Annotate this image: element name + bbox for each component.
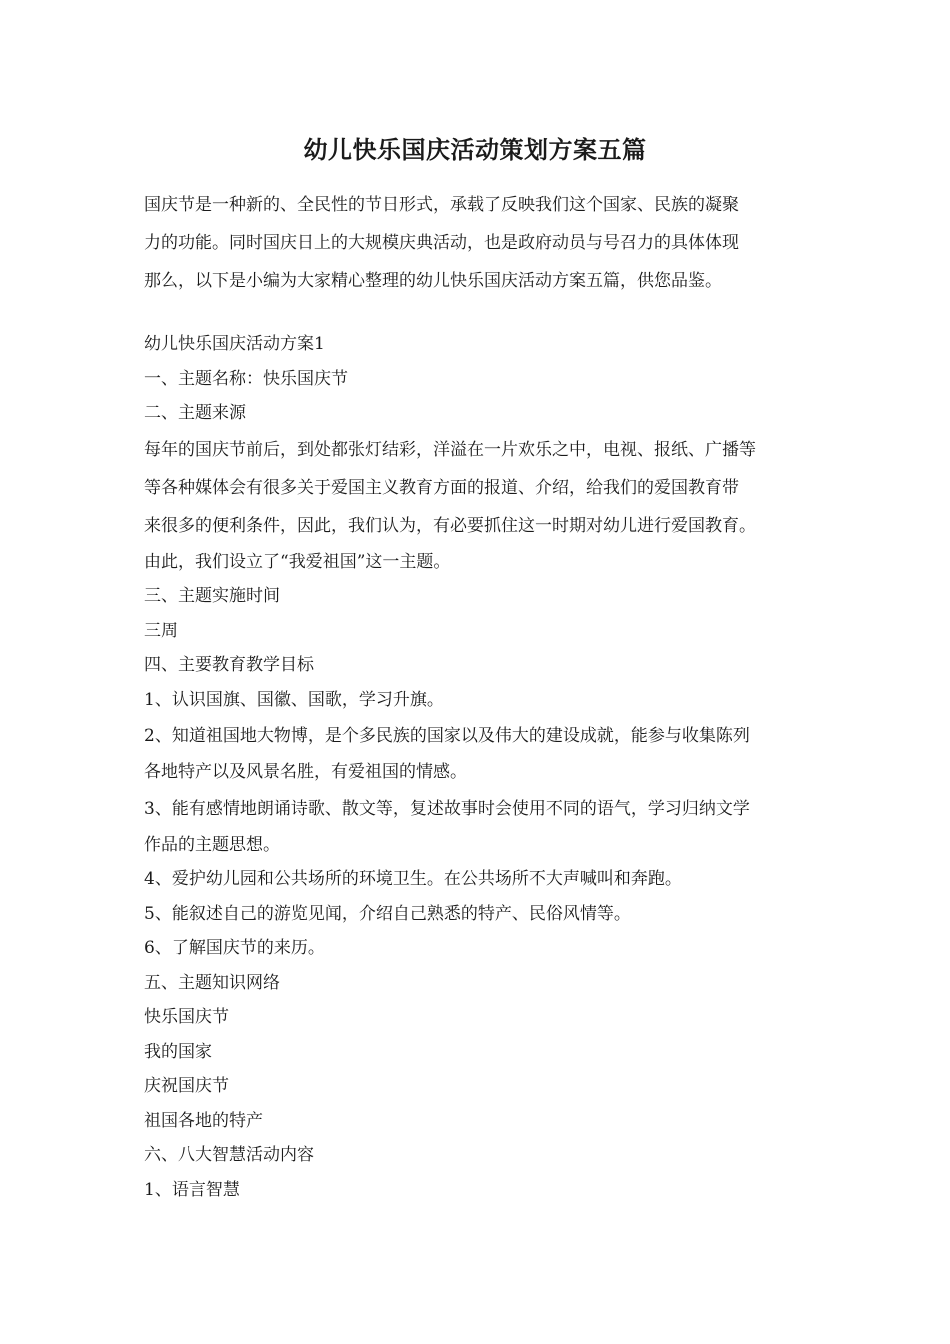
paragraph-line: 作品的主题思想。 xyxy=(144,834,280,855)
section-title: 幼儿快乐国庆活动方案1 xyxy=(144,334,325,354)
goal-item xyxy=(144,790,814,863)
goal-item xyxy=(144,717,814,790)
time-value: 三周 xyxy=(144,620,178,641)
intro-line: 力的功能。同时国庆日上的大规模庆典活动，也是政府动员与号召力的具体体现 xyxy=(144,233,739,253)
paragraph-line: 3、能有感情地朗诵诗歌、散文等，复述故事时会使用不同的语气，学习归纳文学 xyxy=(144,798,750,819)
theme-name: 一、主题名称：快乐国庆节 xyxy=(144,368,348,389)
paragraph-line: 由此，我们设立了“我爱祖国”这一主题。 xyxy=(144,551,451,572)
network-item: 庆祝国庆节 xyxy=(144,1076,229,1096)
goals-heading: 四、主要教育教学目标 xyxy=(144,655,314,675)
paragraph-line: 来很多的便利条件，因此，我们认为，有必要抓住这一时期对幼儿进行爱国教育。 xyxy=(144,515,756,536)
theme-source-paragraph xyxy=(144,431,814,580)
network-item: 我的国家 xyxy=(144,1041,212,1062)
intro-paragraph xyxy=(144,186,814,300)
goal-item: 4、爱护幼儿园和公共场所的环境卫生。在公共场所不大声喊叫和奔跑。 xyxy=(144,869,682,889)
goal-item: 6、了解国庆节的来历。 xyxy=(144,938,325,958)
network-heading: 五、主题知识网络 xyxy=(144,972,280,993)
intro-line: 国庆节是一种新的、全民性的节日形式，承载了反映我们这个国家、民族的凝聚 xyxy=(144,195,739,215)
goal-item: 5、能叙述自己的游览见闻，介绍自己熟悉的特产、民俗风情等。 xyxy=(144,903,631,924)
paragraph-line: 等各种媒体会有很多关于爱国主义教育方面的报道、介绍，给我们的爱国教育带 xyxy=(144,477,739,498)
paragraph-line: 2、知道祖国地大物博，是个多民族的国家以及伟大的建设成就，能参与收集陈列 xyxy=(144,726,750,746)
theme-source-heading: 二、主题来源 xyxy=(144,403,246,423)
network-item: 祖国各地的特产 xyxy=(144,1110,263,1131)
network-item: 快乐国庆节 xyxy=(144,1007,229,1027)
document-title: 幼儿快乐国庆活动策划方案五篇 xyxy=(303,135,647,164)
time-heading: 三、主题实施时间 xyxy=(144,586,280,606)
document-body xyxy=(144,327,814,1207)
intro-line: 那么，以下是小编为大家精心整理的幼儿快乐国庆活动方案五篇，供您品鉴。 xyxy=(144,271,722,291)
activities-heading: 六、八大智慧活动内容 xyxy=(144,1145,314,1165)
activity-item: 1、语言智慧 xyxy=(144,1179,240,1200)
goal-item: 1、认识国旗、国徽、国歌，学习升旗。 xyxy=(144,689,444,710)
paragraph-line: 各地特产以及风景名胜，有爱祖国的情感。 xyxy=(144,762,467,782)
paragraph-line: 每年的国庆节前后，到处都张灯结彩，洋溢在一片欢乐之中，电视、报纸、广播等 xyxy=(144,439,756,460)
